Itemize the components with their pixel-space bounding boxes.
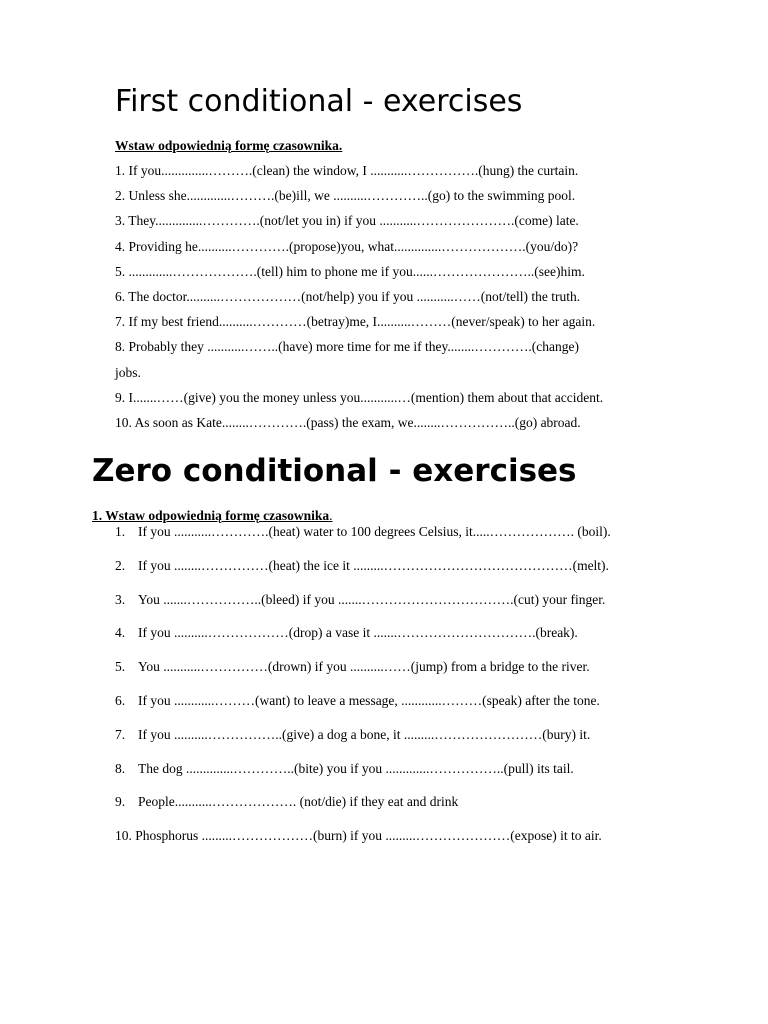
exercise-line-continuation: jobs.: [115, 364, 141, 380]
exercise-line: 4. Providing he..........………….(propose)you, what..............……………….(you/do)?: [115, 238, 579, 254]
item-number: 9.: [115, 794, 126, 810]
exercise-line: 6. The doctor..........………………(not/help) you if you ...........……(not/tell) the truth.: [115, 288, 581, 304]
exercise-line: 5. .............……………….(tell) him to phone me if you......…………………..(see)him.: [115, 263, 585, 279]
zero-instruction: [92, 508, 333, 524]
exercise-item: [115, 794, 715, 828]
zero-instruction-period: .: [329, 508, 333, 523]
exercise-item: [115, 625, 715, 659]
exercise-line: 3. They..............………….(not/let you in) if you ...........………………….(come) late.: [115, 213, 579, 229]
exercise-item: [115, 592, 715, 626]
item-text: You .......……………..(bleed) if you .......…………………………….(cut) your finger.: [138, 591, 606, 607]
exercise-item: [115, 693, 715, 727]
exercise-line: 9. I.......……(give) you the money unless you...........…(mention) them about that accident.: [115, 389, 604, 405]
exercise-item: [115, 828, 715, 862]
zero-exercise-list: [115, 524, 715, 862]
exercise-line: 8. Probably they ...........……..(have) more time for me if they........………….(change): [115, 339, 580, 355]
item-number: 10.: [115, 828, 132, 844]
item-text: The dog ..............…………..(bite) you if you .............……………..(pull) its tail.: [138, 760, 574, 776]
exercise-line: 7. If my best friend..........…………(betray)me, I..........………(never/speak) to her again.: [115, 314, 596, 330]
exercise-item: [115, 761, 715, 795]
first-conditional-title: First conditional - exercises: [115, 84, 523, 119]
exercise-line: 2. Unless she.............……….(be)ill, we ..........…………..(go) to the swimming pool.: [115, 188, 576, 204]
item-text: You ...........……………(drown) if you ..........……(jump) from a bridge to the river.: [138, 659, 590, 675]
exercise-item: [115, 659, 715, 693]
first-instruction: Wstaw odpowiednią formę czasownika.: [115, 138, 343, 153]
exercise-item: [115, 558, 715, 592]
item-number: 2.: [115, 557, 126, 573]
item-number: 4.: [115, 625, 126, 641]
item-text: If you ..........………………(drop) a vase it .......………………………….(break).: [138, 625, 578, 641]
exercise-line: 10. As soon as Kate........………….(pass) the exam, we........……………..(go) abroad.: [115, 414, 581, 430]
zero-instruction-text: 1. Wstaw odpowiednią formę czasownika: [92, 508, 330, 523]
exercise-item: [115, 727, 715, 761]
zero-conditional-title: Zero conditional - exercises: [92, 453, 577, 489]
item-number: 7.: [115, 726, 126, 742]
item-text: If you ...........………….(heat) water to 100 degrees Celsius, it.....………………. (boil).: [138, 524, 611, 539]
item-number: 5.: [115, 659, 126, 675]
item-text: If you ............………(want) to leave a message, ............………(speak) after the tone.: [138, 692, 600, 708]
item-text: If you ........……………(heat) the ice it .........……………………………………(melt).: [138, 557, 609, 573]
item-number: 8.: [115, 760, 126, 776]
item-number: 3.: [115, 591, 126, 607]
exercise-line: 1. If you..............……….(clean) the window, I ...........…………….(hung) the curtain.: [115, 163, 579, 178]
item-text: If you ..........……………..(give) a dog a bone, it .........……………………(bury) it.: [138, 726, 591, 742]
item-text: People...........………………. (not/die) if they eat and drink: [138, 794, 459, 810]
item-number: 1.: [115, 524, 126, 539]
item-number: 6.: [115, 692, 126, 708]
exercise-item: [115, 524, 715, 558]
item-text: Phosphorus .........………………(burn) if you .........…………………(expose) it to air.: [135, 828, 602, 844]
first-exercise-list: [115, 163, 715, 440]
